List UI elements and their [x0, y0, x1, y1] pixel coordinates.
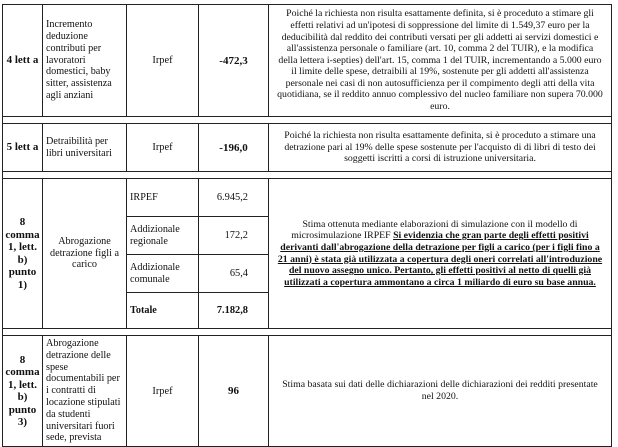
- measure-description: Detraibilità per libri universitari: [43, 124, 127, 172]
- article-ref: 8 comma 1, lett. b) punto 3): [3, 336, 43, 447]
- article-ref: 5 lett a: [3, 124, 43, 172]
- estimates-table: [2, 4, 612, 447]
- article-ref: 4 lett a: [3, 5, 43, 117]
- measure-description: Abrogazione detrazione figli a carico: [43, 179, 127, 329]
- estimate-note: [269, 179, 612, 329]
- sub-label: Addizionale comunale: [127, 255, 199, 293]
- total-label: Totale: [127, 293, 199, 329]
- measure-description: Incremento deduzione contributi per lavoratori domestici, baby sitter, assistenza agli anziani: [43, 5, 127, 117]
- table-row: [3, 336, 612, 447]
- sub-value: 172,2: [199, 217, 269, 255]
- table-row: [3, 179, 612, 217]
- estimate-note: Poiché la richiesta non risulta esattamente definita, si è proceduto a stimare una detrazione pari al 19% delle spese sostenute per l'acquisto di di libri di testo dei soggetti iscritti a corsi di istruzione universitaria.: [269, 124, 612, 172]
- sub-label: Addizionale regionale: [127, 217, 199, 255]
- estimate-note: Stima basata sui dati delle dichiarazioni delle dichiarazioni dei redditi presentate nel 2020.: [269, 336, 612, 447]
- note-plain: Stima ottenuta mediante elaborazioni di simulazione con il modello di microsimulazione IRPEF: [291, 218, 578, 242]
- row-spacer: [3, 172, 612, 179]
- table-row: [3, 5, 612, 117]
- row-spacer: [3, 117, 612, 124]
- estimate-note: Poiché la richiesta non risulta esattamente definita, si è proceduto a stimare gli effetti relativi ad un'ipotesi di soppressione del limite di 1.549,37 euro per la deducibilità dal reddito dei contributi versati per gli addetti ai servizi domestici e all'assistenza personale o familiare (art. 10, comma 2 del TUIR), e la modifica della lettera i-septies) dell'art. 15, comma 1 del TUIR, incrementando a 5.000 euro il limite delle spese, detraibili al 19%, sostenute per gli addetti all'assistenza personale nei casi di non autosufficienza per il compimento degli atti della vita quotidiana, se il reddito annuo complessivo del nucleo familiare non supera 70.000 euro.: [269, 5, 612, 117]
- sub-label: IRPEF: [127, 179, 199, 217]
- tax-type: Irpef: [127, 5, 199, 117]
- table-row: [3, 124, 612, 172]
- sub-value: 65,4: [199, 255, 269, 293]
- article-ref: 8 comma 1, lett. b) punto 1): [3, 179, 43, 329]
- sub-value: 6.945,2: [199, 179, 269, 217]
- note-emphasis: Si evidenzia che gran parte degli effetti positivi derivanti dall'abrogazione della detrazione per figli a carico (per i figli fino a 21 anni) è stata già utilizzata a copertura degli oneri correlati all'introduzione del nuovo assegno unico. Pertanto, gli effetti positivi al netto di quelli già utilizzati a copertura ammontano a circa 1 miliardo di euro su base annua.: [277, 230, 603, 288]
- effect-value: -196,0: [199, 124, 269, 172]
- tax-type: Irpef: [127, 336, 199, 447]
- row-spacer: [3, 329, 612, 336]
- effect-value: 96: [199, 336, 269, 447]
- tax-type: Irpef: [127, 124, 199, 172]
- effect-value: -472,3: [199, 5, 269, 117]
- total-value: 7.182,8: [199, 293, 269, 329]
- measure-description: Abrogazione detrazione delle spese documentabili per i contratti di locazione stipulati da studenti universitari fuori sede, prevista: [43, 336, 127, 447]
